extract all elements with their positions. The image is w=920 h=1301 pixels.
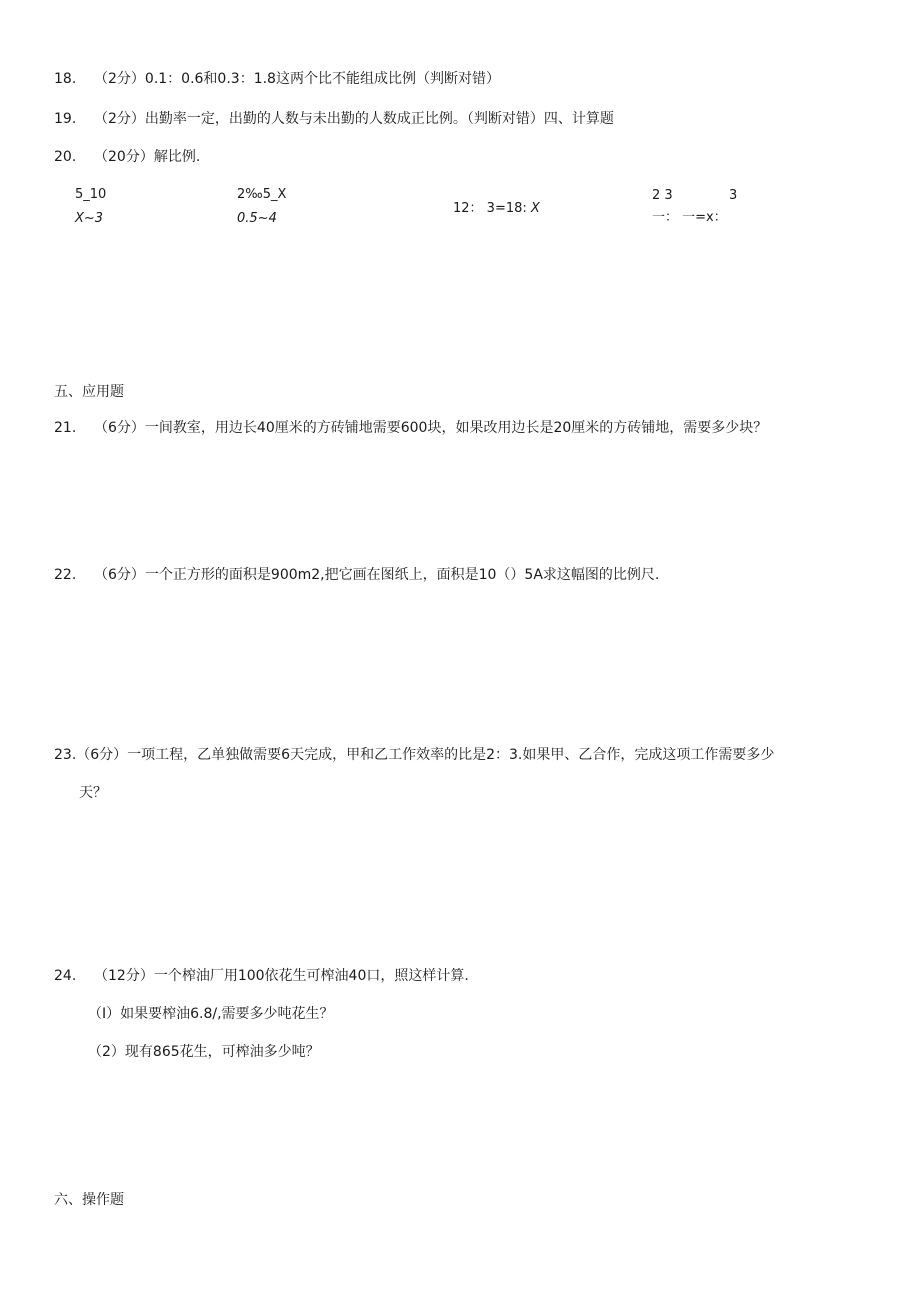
question-text: （6分）一个正方形的面积是900m2,把它画在图纸上，面积是10（）5A求这幅图的比例尺. bbox=[94, 567, 660, 583]
question-18 bbox=[54, 72, 500, 86]
equation-2-bottom: 0.5~4 bbox=[237, 211, 277, 226]
equation-3-variable: X bbox=[530, 201, 540, 216]
question-22 bbox=[54, 568, 659, 582]
question-20 bbox=[54, 150, 200, 164]
equation-1-top: 5_10 bbox=[75, 187, 107, 202]
question-24 bbox=[54, 969, 469, 983]
equation-3 bbox=[453, 202, 540, 215]
question-text: （2分）出勤率一定，出勤的人数与未出勤的人数成正比例。（判断对错）四、计算题 bbox=[94, 111, 614, 127]
equation-4-top-left: 2 3 bbox=[652, 188, 673, 203]
question-23-line-1: 23.（6分）一项工程，乙单独做需要6天完成，甲和乙工作效率的比是2：3.如果甲、乙合作，完成这项工作需要多少 bbox=[54, 747, 775, 763]
question-23-line-2: 天？ bbox=[79, 785, 107, 801]
equation-3-text: 12： 3=18: bbox=[453, 201, 531, 216]
question-number: 18. bbox=[54, 71, 77, 87]
question-19 bbox=[54, 112, 614, 126]
equation-4-top-right: 3 bbox=[729, 188, 738, 203]
question-24-sub-1: （I）如果要榨油6.8/,需要多少吨花生？ bbox=[88, 1006, 334, 1022]
section-5-title: 五、应用题 bbox=[54, 384, 124, 400]
question-number: 24. bbox=[54, 968, 77, 984]
question-24-sub-2: （2）现有865花生，可榨油多少吨？ bbox=[88, 1044, 320, 1060]
question-text: （6分）一间教室，用边长40厘米的方砖铺地需要600块，如果改用边长是20厘米的方砖铺地，需要多少块？ bbox=[94, 420, 768, 436]
equation-1-bottom: X~3 bbox=[75, 211, 104, 226]
question-number: 22. bbox=[54, 567, 77, 583]
question-number: 19. bbox=[54, 111, 77, 127]
section-6-title: 六、操作题 bbox=[54, 1192, 124, 1208]
question-number: 20. bbox=[54, 149, 77, 165]
question-text: （20分）解比例. bbox=[94, 149, 201, 165]
equation-2-top: 2‰5_X bbox=[237, 187, 287, 202]
equation-4-bottom: 一： 一=x： bbox=[652, 210, 727, 225]
question-number: 21. bbox=[54, 420, 77, 436]
question-text: （12分）一个榨油厂用100依花生可榨油40口，照这样计算. bbox=[94, 968, 469, 984]
question-text: （2分）0.1：0.6和0.3：1.8这两个比不能组成比例（判断对错） bbox=[94, 71, 500, 87]
question-21 bbox=[54, 421, 767, 435]
